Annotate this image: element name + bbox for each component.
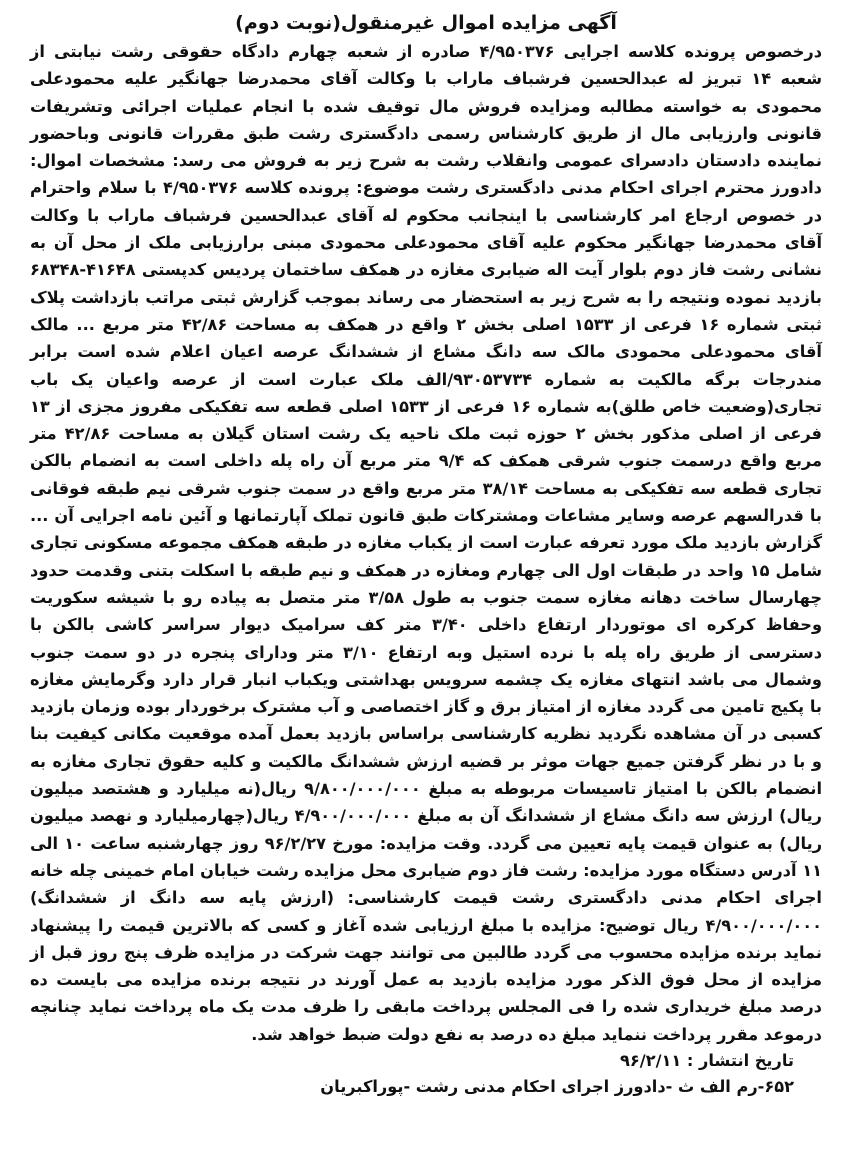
notice-title: آگهی مزایده اموال غیرمنقول(نوبت دوم) <box>235 12 617 34</box>
notice-footer: ۶۵۲-رم الف ث -دادورز اجرای احکام مدنی رشت -پوراکبریان <box>320 1076 794 1096</box>
publication-date: تاریخ انتشار : ۹۶/۲/۱۱ <box>620 1050 794 1070</box>
notice-body: درخصوص پرونده کلاسه اجرایی ۴/۹۵۰۳۷۶ صادره از شعبه چهارم دادگاه حقوقی رشت نیابتی از شعبه ۱۴ تبریز له عبدالحسین فرشباف ماراب با وکالت آقای محمدرضا جهانگیر علیه محمودعلی محمودی به خواسته مطالبه ومزایده فروش مال توقیف شده با انجام عملیات اجرائی وتشریفات قانونی وارزیابی مال از طریق کارشناس رسمی دادگستری رشت طبق مقررات قانونی وباحضور نماینده دادستان دادسرای عمومی وانقلاب رشت به شرح زیر به فروش می رسد: مشخصات اموال: دادورز محترم اجرای احکام مدنی دادگستری رشت موضوع: پرونده کلاسه ۴/۹۵۰۳۷۶ با سلام واحترام در خصوص ارجاع امر کارشناسی با اینجانب محکوم له آقای عبدالحسین فرشباف ماراب با وکالت آقای محمدرضا جهانگیر محکوم علیه آقای محمودعلی محمودی مبنی برارزیابی ملک از محل آن به نشانی رشت فاز دوم بلوار آیت اله ضیابری مغازه در همکف ساختمان پردیس کدپستی ۴۱۶۴۸-۶۸۳۴۸ بازدید نموده ونتیجه را به شرح زیر به استحضار می رساند بموجب گزارش ثبتی مراتب بازداشت پلاک ثبتی شماره ۱۶ فرعی از ۱۵۳۳ اصلی بخش ۲ واقع در همکف به مساحت ۴۲/۸۶ متر مربع ... مالک آقای محمودعلی محمودی مالک سه دانگ مشاع از ششدانگ عرصه اعیان اعلام شده است برابر مندرجات برگه مالکیت به شماره ۹۳۰۵۳۷۳۴/الف ملک عبارت است از عرصه واعیان یک باب تجاری(وضعیت خاص طلق)به شماره ۱۶ فرعی از ۱۵۳۳ اصلی قطعه سه تفکیکی مفروز مجزی از ۱۳ فرعی از اصلی مذکور بخش ۲ حوزه ثبت ملک ناحیه یک رشت استان گیلان به مساحت ۴۲/۸۶ متر مربع واقع درسمت جنوب شرقی همکف که ۹/۴ متر مربع آن راه پله داخلی است به انضمام بالکن تجاری قطعه سه تفکیکی به مساحت ۳۸/۱۴ متر مربع واقع در سمت جنوب شرقی نیم طبقه فوقانی با قدرالسهم عرصه وسایر مشاعات ومشترکات طبق قانون تملک آپارتمانها و آئین نامه اجرایی آن ... گزارش بازدید ملک مورد تعرفه عبارت است از یکباب مغازه در طبقه همکف مجموعه مسکونی تجاری شامل ۱۵ واحد در طبقات اول الی چهارم ومغازه در همکف و نیم طبقه با اسکلت بتنی وقدمت حدود چهارسال ساخت دهانه مغازه سمت جنوب به طول ۳/۵۸ متر متصل به پیاده رو با شیشه سکوریت وحفاظ کرکره ای موتوردار ارتفاع داخلی ۳/۴۰ متر کف سرامیک دیوار سراسر کاشی بالکن با دسترسی از طریق راه پله با نرده استیل وبه ارتفاع ۳/۱۰ متر ودارای پنجره در دو سمت جنوب وشمال می باشد انتهای مغازه یک چشمه سرویس بهداشتی ویکباب انبار قرار دارد وگرمایش مغازه با پکیج تامین می گردد مغازه از امتیاز برق و گاز اختصاصی و آب مشترک برخوردار بوده وزمان بازدید کسبی در آن مشاهده نگردید نظریه کارشناسی براساس بازدید بعمل آمده موقعیت مکانی کیفیت بنا و با در نظر گرفتن جمیع جهات موثر بر قضیه ارزش ششدانگ مالکیت و کلیه حقوق تجاری مغازه به انضمام بالکن با امتیاز تاسیسات مربوطه به مبلغ ۹/۸۰۰/۰۰۰/۰۰۰ ریال(نه میلیارد و هشتصد میلیون ریال) ارزش سه دانگ مشاع از ششدانگ آن به مبلغ ۴/۹۰۰/۰۰۰/۰۰۰ ریال(چهارمیلیارد و نهصد میلیون ریال) به عنوان قیمت پایه تعیین می گردد. وقت مزایده: مورخ ۹۶/۲/۲۷ روز چهارشنبه ساعت ۱۰ الی ۱۱ آدرس دستگاه مورد مزایده: رشت فاز دوم ضیابری محل مزایده رشت خیابان امام خمینی چله خانه اجرای احکام مدنی دادگستری رشت قیمت کارشناسی: (ارزش پایه سه دانگ از ششدانگ) ۴/۹۰۰/۰۰۰/۰۰۰ ریال توضیح: مزایده با مبلغ ارزیابی شده آغاز و کسی که بالاترین قیمت را پیشنهاد نماید برنده مزایده محسوب می گردد طالبین می توانند جهت شرکت در مزایده ظرف پنج روز قبل از مزایده از محل فوق الذکر مورد مزایده بازدید به عمل آورند در نتیجه برنده مزایده می بایست ده درصد مبلغ خریداری شده را فی المجلس پرداخت مابقی را ظرف مدت یک ماه پرداخت نماید چنانچه درموعد مقرر پرداخت ننماید مبلغ ده درصد به نفع دولت ضبط خواهد شد. <box>30 42 823 1044</box>
